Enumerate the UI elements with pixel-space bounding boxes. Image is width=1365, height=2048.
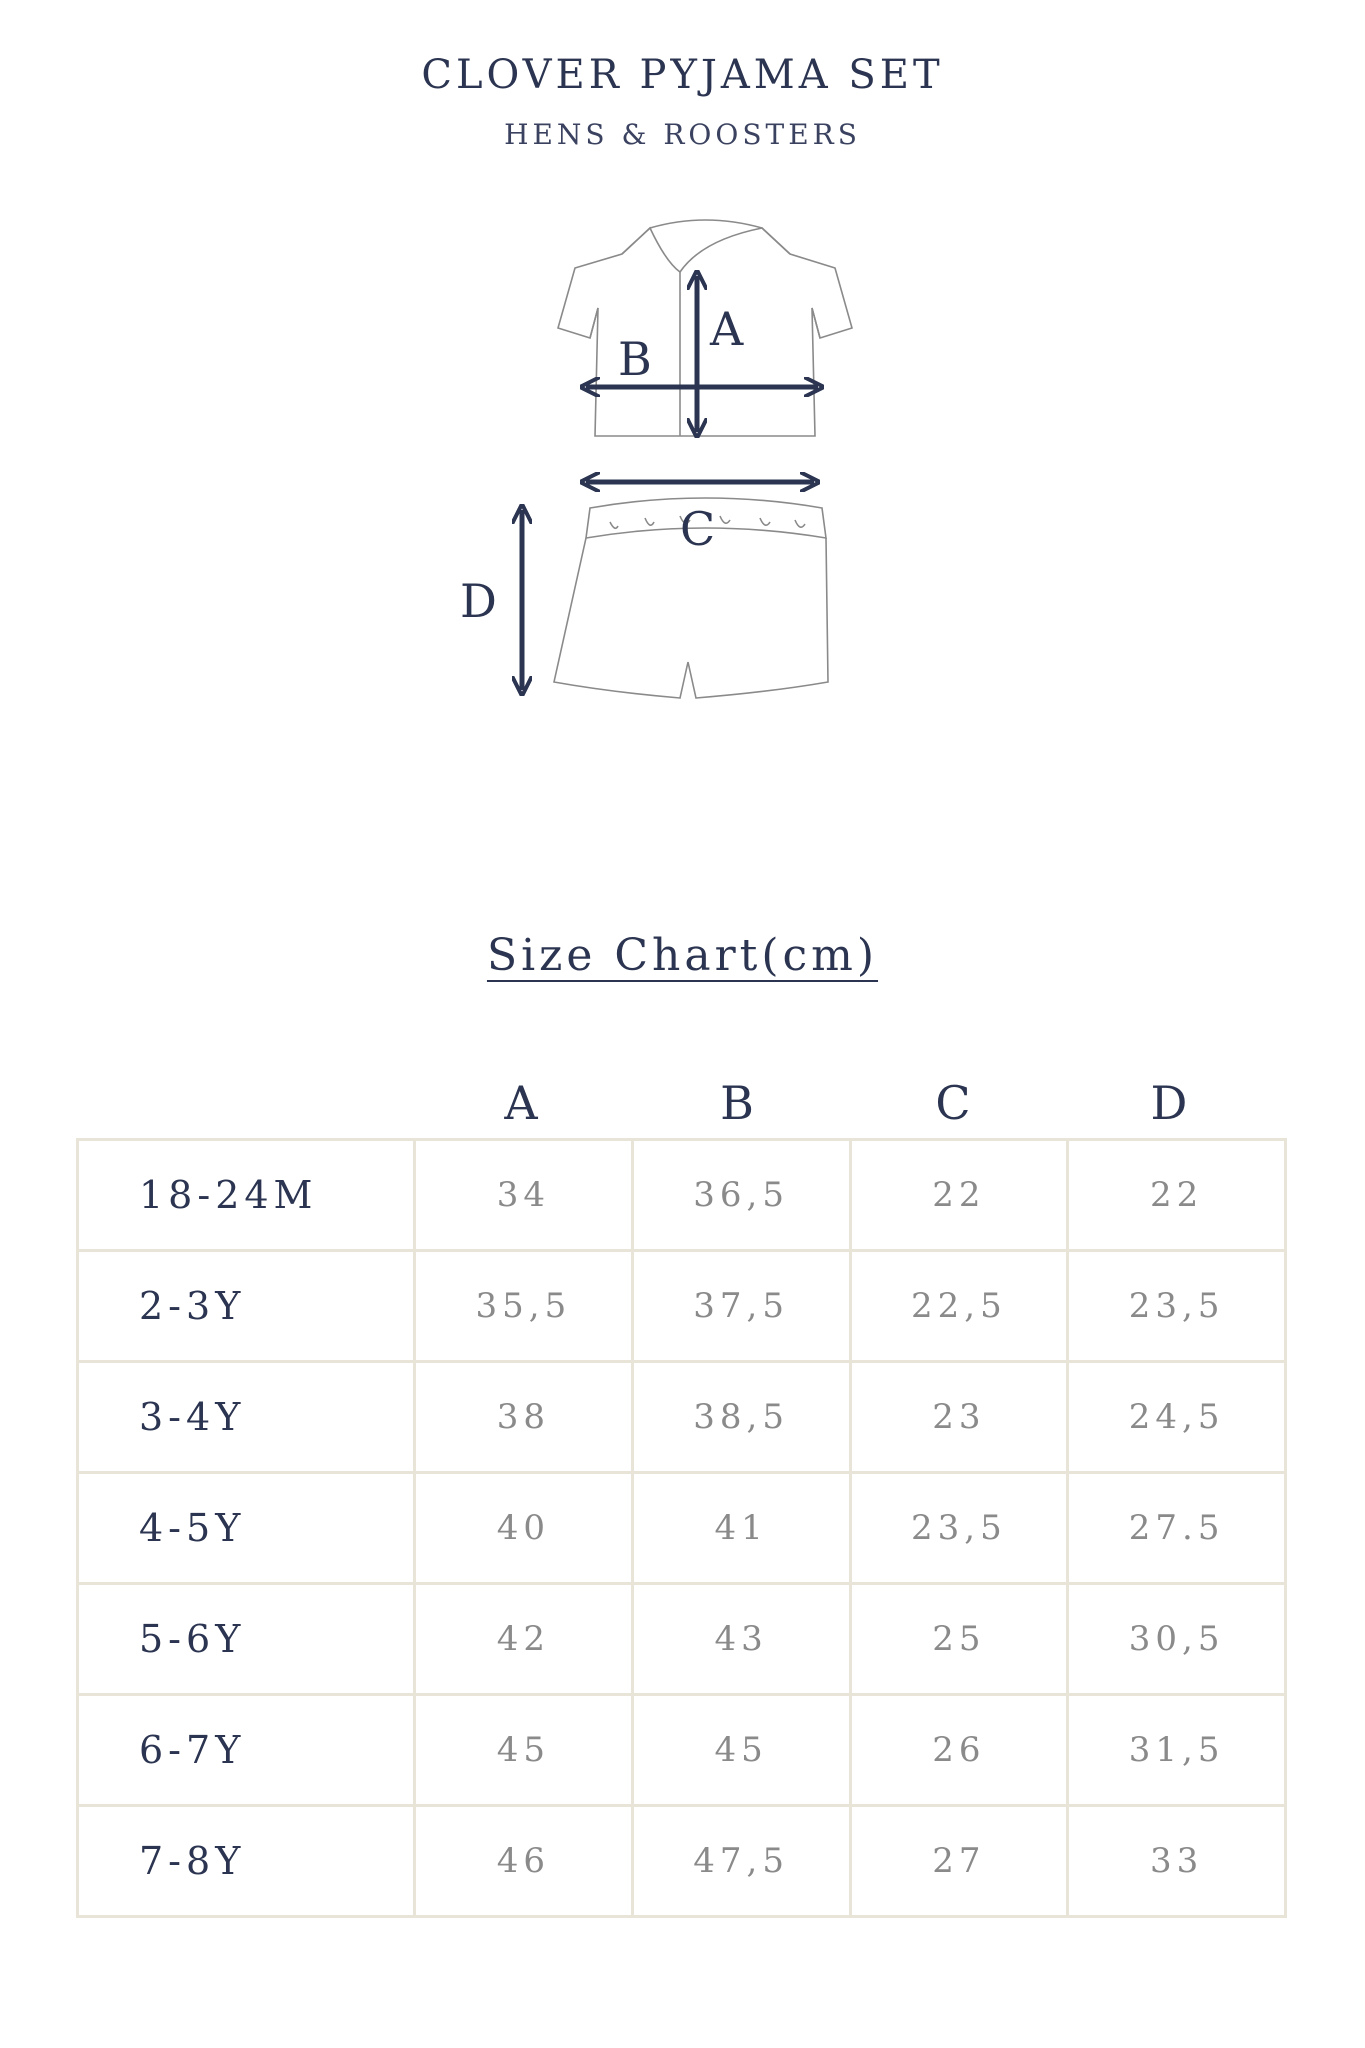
measurement-cell: 26: [850, 1695, 1068, 1806]
measurement-cell: 23: [850, 1362, 1068, 1473]
measurement-cell: 43: [632, 1584, 850, 1695]
column-header-a: A: [504, 1076, 538, 1130]
table-row: [78, 1140, 1286, 1251]
label-d: D: [460, 574, 497, 628]
size-label: 4-5Y: [78, 1473, 415, 1584]
shirt-illustration: [558, 220, 852, 436]
table-row: [78, 1473, 1286, 1584]
measurement-cell: 23,5: [850, 1473, 1068, 1584]
size-label: 18-24M: [78, 1140, 415, 1251]
measurement-cell: 23,5: [1068, 1251, 1286, 1362]
size-chart-table: [76, 1138, 1287, 1918]
measurement-cell: 31,5: [1068, 1695, 1286, 1806]
brand-subtitle: HENS & ROOSTERS: [504, 118, 861, 151]
measurement-cell: 30,5: [1068, 1584, 1286, 1695]
measurement-cell: 37,5: [632, 1251, 850, 1362]
table-row: [78, 1806, 1286, 1917]
measurement-cell: 24,5: [1068, 1362, 1286, 1473]
measurement-cell: 38,5: [632, 1362, 850, 1473]
measurement-cell: 33: [1068, 1806, 1286, 1917]
size-chart-title: [0, 930, 1365, 981]
table-row: [78, 1251, 1286, 1362]
measurement-cell: 35,5: [415, 1251, 633, 1362]
measurement-cell: 27.5: [1068, 1473, 1286, 1584]
column-header-b: B: [720, 1076, 754, 1130]
measurement-cell: 22,5: [850, 1251, 1068, 1362]
measurement-cell: 22: [1068, 1140, 1286, 1251]
measurement-cell: 36,5: [632, 1140, 850, 1251]
column-header-c: C: [935, 1076, 971, 1130]
size-chart-title-text: Size Chart(cm): [486, 930, 879, 981]
size-label: 7-8Y: [78, 1806, 415, 1917]
garment-measurement-diagram: [440, 210, 890, 730]
measurement-cell: 47,5: [632, 1806, 850, 1917]
table-row: [78, 1695, 1286, 1806]
measurement-cell: 45: [415, 1695, 633, 1806]
measurement-cell: 40: [415, 1473, 633, 1584]
measurement-cell: 46: [415, 1806, 633, 1917]
measurement-cell: 22: [850, 1140, 1068, 1251]
size-chart-column-headers: [76, 1076, 1287, 1136]
size-label: 5-6Y: [78, 1584, 415, 1695]
measurement-cell: 45: [632, 1695, 850, 1806]
size-label: 3-4Y: [78, 1362, 415, 1473]
label-b: B: [618, 332, 652, 386]
measurement-cell: 25: [850, 1584, 1068, 1695]
measurement-cell: 34: [415, 1140, 633, 1251]
measurement-cell: 38: [415, 1362, 633, 1473]
label-a: A: [710, 302, 744, 356]
label-c: C: [680, 502, 716, 556]
size-label: 6-7Y: [78, 1695, 415, 1806]
page-title: CLOVER PYJAMA SET: [421, 52, 944, 98]
measurement-cell: 27: [850, 1806, 1068, 1917]
size-label: 2-3Y: [78, 1251, 415, 1362]
measurement-cell: 42: [415, 1584, 633, 1695]
measurement-cell: 41: [632, 1473, 850, 1584]
column-header-d: D: [1150, 1076, 1188, 1130]
table-row: [78, 1584, 1286, 1695]
table-row: [78, 1362, 1286, 1473]
